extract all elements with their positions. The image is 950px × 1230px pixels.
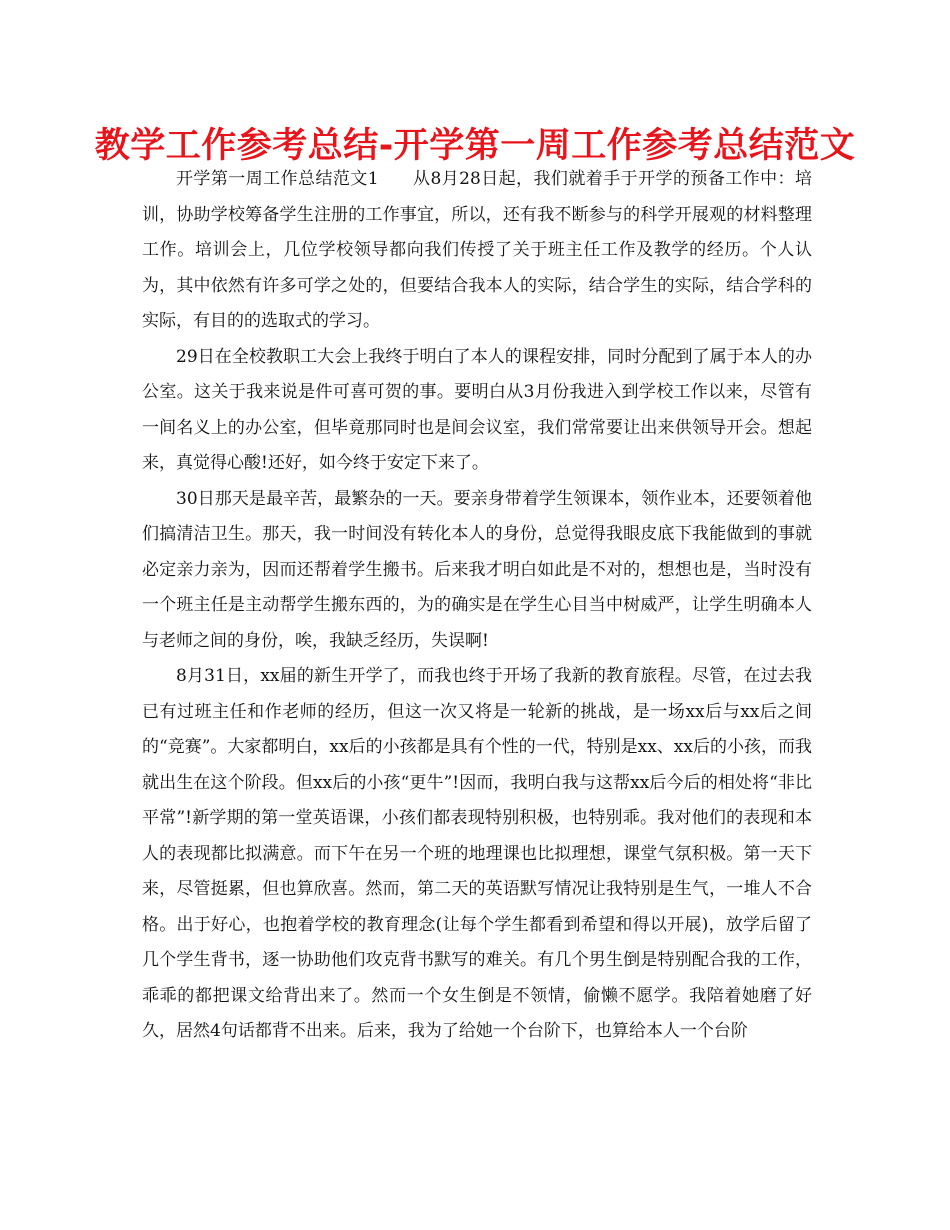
paragraph-4: 8月31日，xx届的新生开学了，而我也终于开场了我新的教育旅程。尽管，在过去我已有过班主任和作老师的经历，但这一次又将是一轮新的挑战，是一场xx后与xx后之间的“竞赛”。大家都明白，xx后的小孩都是具有个性的一代，特别是xx、xx后的小孩，而我就出生在这个阶段。但xx后的小孩“更牛”!因而，我明白我与这帮xx后今后的相处将“非比平常”!新学期的第一堂英语课，小孩们都表现特别积极，也特别乖。我对他们的表现和本人的表现都比拟满意。而下午在另一个班的地理课也比拟理想，课堂气氛积极。第一天下来，尽管挺累，但也算欣喜。然而，第二天的英语默写情况让我特别是生气，一堆人不合格。出于好心，也抱着学校的教育理念(让每个学生都看到希望和得以开展)，放学后留了几个学生背书，逐一协助他们攻克背书默写的难关。有几个男生倒是特别配合我的工作，乖乖的都把课文给背出来了。然而一个女生倒是不领情，偷懒不愿学。我陪着她磨了好久，居然4句话都背不出来。后来，我为了给她一个台阶下，也算给本人一个台阶 <box>142 666 812 1041</box>
document-body <box>142 162 812 1050</box>
paragraph-3: 30日那天是最辛苦，最繁杂的一天。要亲身带着学生领课本，领作业本，还要领着他们搞清洁卫生。那天，我一时间没有转化本人的身份，总觉得我眼皮底下我能做到的事就必定亲力亲为，因而还帮着学生搬书。后来我才明白如此是不对的，想想也是，当时没有一个班主任是主动帮学生搬东西的，为的确实是在学生心目当中树威严，让学生明确本人与老师之间的身份，唉，我缺乏经历，失误啊! <box>142 488 812 651</box>
document-title: 教学工作参考总结-开学第一周工作参考总结范文 <box>94 126 856 166</box>
intro-label: 开学第一周工作总结范文1 <box>176 169 379 189</box>
paragraph-2: 29日在全校教职工大会上我终于明白了本人的课程安排，同时分配到了属于本人的办公室。这关于我来说是件可喜可贺的事。要明白从3月份我进入到学校工作以来，尽管有一间名义上的办公室，但毕竟那同时也是间会议室，我们常常要让出来供领导开会。想起来，真觉得心酸!还好，如今终于安定下来了。 <box>142 346 812 473</box>
paragraph-1 <box>142 162 812 340</box>
paragraph-1-text: 从8月28日起，我们就着手于开学的预备工作中：培训，协助学校筹备学生注册的工作事宜，所以，还有我不断参与的科学开展观的材料整理工作。培训会上，几位学校领导都向我们传授了关于班主任工作及教学的经历。个人认为，其中依然有许多可学之处的，但要结合我本人的实际，结合学生的实际，结合学科的实际，有目的的选取式的学习。 <box>142 169 812 331</box>
